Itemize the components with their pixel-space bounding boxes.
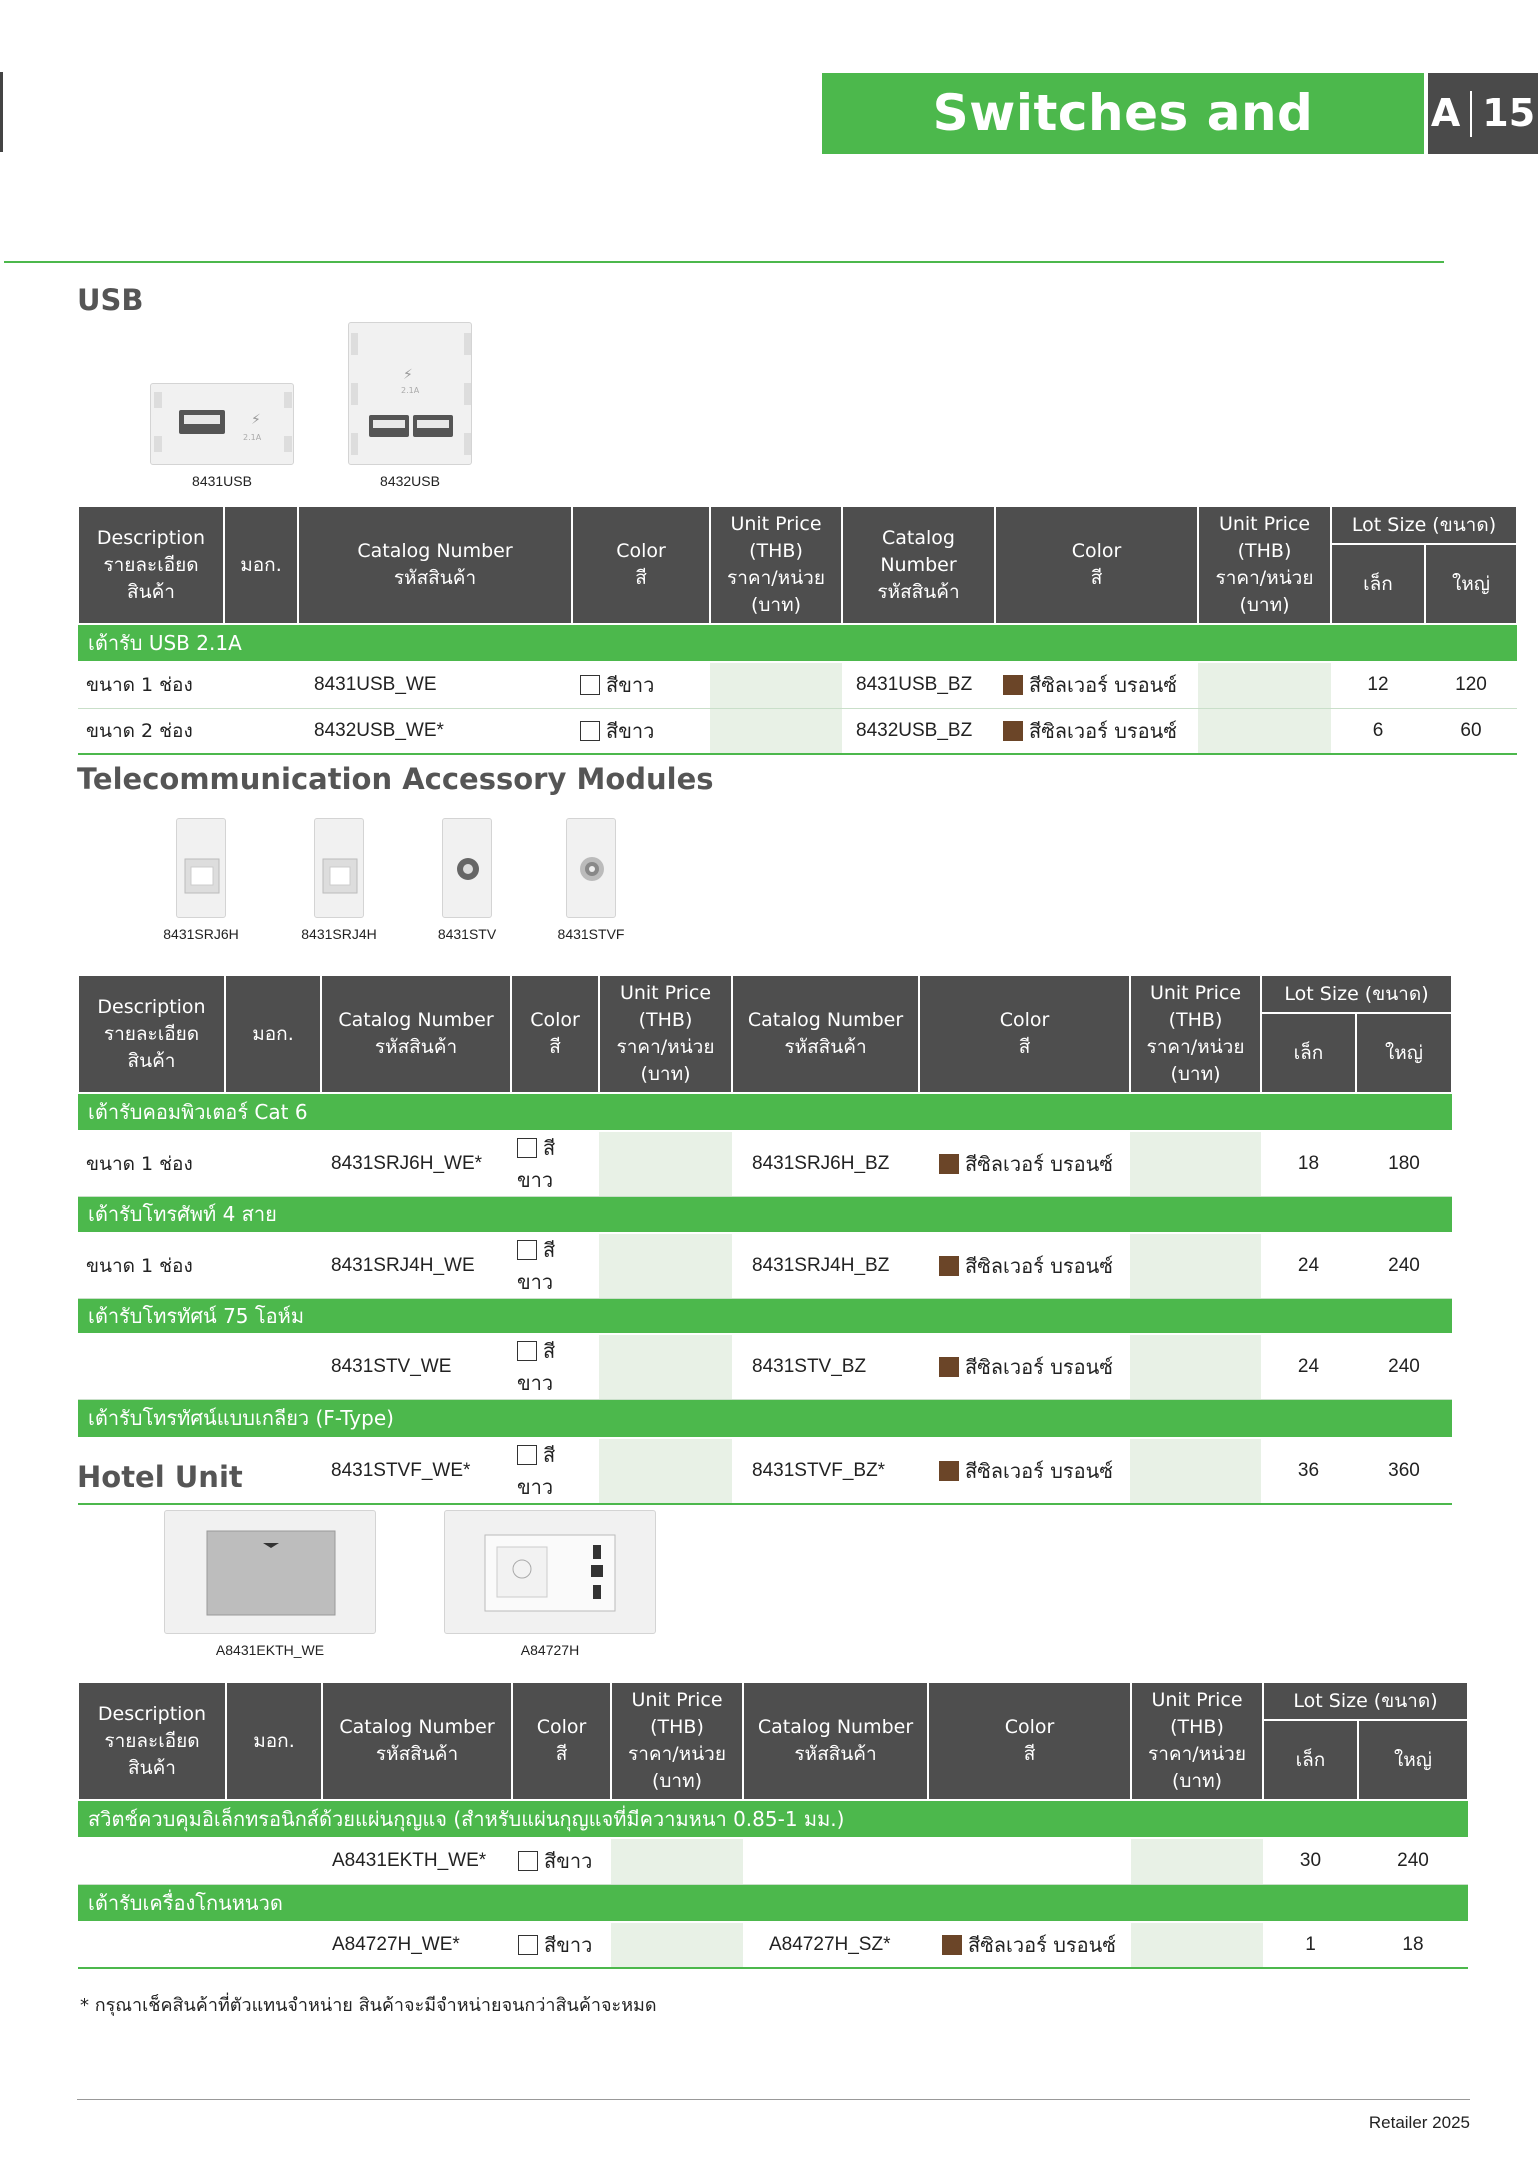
table-row <box>78 1438 1452 1504</box>
cell-color-white: สีขาว <box>511 1438 599 1504</box>
cell-catalog-white: 8431STV_WE <box>321 1334 511 1400</box>
cell-price-white <box>710 662 842 708</box>
section-title-usb: USB <box>77 283 144 317</box>
cell-lot-small: 30 <box>1263 1838 1358 1884</box>
telecom-spec-table <box>77 974 1453 1505</box>
white-swatch-icon <box>580 675 600 695</box>
key-card-switch-icon <box>165 1511 377 1635</box>
product-image-a84727h <box>444 1510 656 1634</box>
header-description: Description รายละเอียด สินค้า <box>78 506 224 624</box>
header-unit-price-2: Unit Price (THB) ราคา/หน่วย (บาท) <box>1198 506 1331 624</box>
cell-mok <box>226 1922 322 1968</box>
header-catalog-number-2: Catalog Number รหัสสินค้า <box>842 506 995 624</box>
cell-price-bronze <box>1131 1838 1263 1884</box>
header-color: Color สี <box>511 975 599 1093</box>
page-number-separator <box>1470 91 1472 137</box>
product-caption-8431stv: 8431STV <box>437 926 497 942</box>
white-swatch-icon <box>518 1851 538 1871</box>
cell-catalog-bronze: 8431SRJ4H_BZ <box>732 1233 919 1299</box>
svg-text:⚡: ⚡ <box>251 412 261 428</box>
cell-description: ขนาด 2 ช่อง <box>78 708 224 754</box>
cell-color-bronze: สีซิลเวอร์ บรอนซ์ <box>919 1233 1130 1299</box>
page-number-box <box>1428 73 1538 154</box>
cell-lot-large: 120 <box>1425 662 1517 708</box>
cell-catalog-white: 8431SRJ4H_WE <box>321 1233 511 1299</box>
cell-price-white <box>599 1131 732 1197</box>
cell-catalog-bronze: 8432USB_BZ <box>842 708 995 754</box>
table-header-row <box>78 975 1452 1013</box>
bronze-swatch-icon <box>939 1256 959 1276</box>
cell-price-bronze <box>1131 1922 1263 1968</box>
product-a84727h <box>443 1510 657 1658</box>
cell-catalog-bronze: 8431STVF_BZ* <box>732 1438 919 1504</box>
cell-lot-small: 18 <box>1261 1131 1356 1197</box>
product-8431stvf <box>546 818 636 942</box>
shaver-socket-icon <box>445 1511 657 1635</box>
cell-lot-small: 36 <box>1261 1438 1356 1504</box>
cell-price-bronze <box>1130 1438 1261 1504</box>
product-caption-8431srj4h: 8431SRJ4H <box>301 926 377 942</box>
cell-catalog-bronze: 8431STV_BZ <box>732 1334 919 1400</box>
footer-text: Retailer 2025 <box>1368 2113 1470 2132</box>
header-color: Color สี <box>512 1682 611 1800</box>
group-row: เต้ารับคอมพิวเตอร์ Cat 6 <box>78 1093 1452 1131</box>
product-caption-8431srj6h: 8431SRJ6H <box>163 926 239 942</box>
table-row <box>78 1838 1468 1884</box>
cell-price-white <box>710 708 842 754</box>
header-color-2: Color สี <box>995 506 1198 624</box>
product-8431usb <box>148 383 296 489</box>
cell-mok <box>225 1131 321 1197</box>
table-header-row <box>78 506 1517 544</box>
header-catalog-number: Catalog Number รหัสสินค้า <box>322 1682 512 1800</box>
bronze-swatch-icon <box>939 1461 959 1481</box>
cell-lot-large: 18 <box>1358 1922 1468 1968</box>
header-unit-price-2: Unit Price (THB) ราคา/หน่วย (บาท) <box>1131 1682 1263 1800</box>
cell-lot-large: 180 <box>1356 1131 1452 1197</box>
header-lot-size: Lot Size (ขนาด) <box>1261 975 1452 1013</box>
svg-text:⚡: ⚡ <box>403 367 413 383</box>
cell-lot-large: 240 <box>1356 1233 1452 1299</box>
cell-description <box>78 1334 225 1400</box>
cell-mok <box>225 1334 321 1400</box>
header-lot-size: Lot Size (ขนาด) <box>1331 506 1517 544</box>
header-color-2: Color สี <box>928 1682 1131 1800</box>
page-number: 15 <box>1482 91 1536 135</box>
header-mok: มอก. <box>226 1682 322 1800</box>
group-row: เต้ารับเครื่องโกนหนวด <box>78 1884 1468 1922</box>
product-a8431ekth <box>163 1510 377 1658</box>
white-swatch-icon <box>517 1341 537 1361</box>
table-row <box>78 1334 1452 1400</box>
footer-divider <box>77 2099 1470 2100</box>
cell-catalog-white: A8431EKTH_WE* <box>322 1838 512 1884</box>
tv-coax-socket-icon <box>443 819 493 919</box>
group-row: สวิตช์ควบคุมอิเล็กทรอนิกส์ด้วยแผ่นกุญแจ (สำหรับแผ่นกุญแจที่มีความหนา 0.85-1 มม.) <box>78 1800 1468 1838</box>
cell-price-bronze <box>1198 708 1331 754</box>
usb-rating-text-2: 2.1A <box>401 386 420 395</box>
cell-price-bronze <box>1198 662 1331 708</box>
cell-price-white <box>599 1438 732 1504</box>
product-caption-8431usb: 8431USB <box>192 473 252 489</box>
header-unit-price: Unit Price (THB) ราคา/หน่วย (บาท) <box>710 506 842 624</box>
cell-color-white: สีขาว <box>512 1922 611 1968</box>
page-edge-mark <box>0 72 3 152</box>
header-unit-price-2: Unit Price (THB) ราคา/หน่วย (บาท) <box>1130 975 1261 1093</box>
cell-color-bronze: สีซิลเวอร์ บรอนซ์ <box>928 1922 1131 1968</box>
cell-lot-large: 240 <box>1356 1334 1452 1400</box>
bronze-swatch-icon <box>1003 675 1023 695</box>
header-catalog-number-2: Catalog Number รหัสสินค้า <box>732 975 919 1093</box>
product-image-8431stv <box>442 818 492 918</box>
cell-description: ขนาด 1 ช่อง <box>78 1233 225 1299</box>
cell-color-bronze: สีซิลเวอร์ บรอนซ์ <box>919 1334 1130 1400</box>
cell-price-white <box>599 1334 732 1400</box>
section-letter: A <box>1430 91 1461 135</box>
header-lot-large: ใหญ่ <box>1358 1720 1468 1800</box>
product-8431srj6h <box>156 818 246 942</box>
header-divider <box>4 261 1444 263</box>
cell-catalog-white: 8431USB_WE <box>298 662 572 708</box>
bronze-swatch-icon <box>939 1357 959 1377</box>
cell-lot-large: 360 <box>1356 1438 1452 1504</box>
product-8432usb <box>346 322 474 489</box>
footnote: * กรุณาเช็คสินค้าที่ตัวแทนจำหน่าย สินค้าจะมีจำหน่ายจนกว่าสินค้าจะหมด <box>80 1995 657 2016</box>
cell-price-white <box>611 1922 743 1968</box>
header-lot-large: ใหญ่ <box>1425 544 1517 624</box>
cell-catalog-white: 8432USB_WE* <box>298 708 572 754</box>
cell-catalog-white: A84727H_WE* <box>322 1922 512 1968</box>
cell-price-white <box>611 1838 743 1884</box>
product-image-8431srj6h <box>176 818 226 918</box>
cell-price-bronze <box>1130 1233 1261 1299</box>
header-unit-price: Unit Price (THB) ราคา/หน่วย (บาท) <box>599 975 732 1093</box>
group-row: เต้ารับโทรทัศน์ 75 โอห์ม <box>78 1298 1452 1334</box>
cell-lot-small: 1 <box>1263 1922 1358 1968</box>
product-image-8431stvf <box>566 818 616 918</box>
header-description: Description รายละเอียด สินค้า <box>78 975 225 1093</box>
group-row: เต้ารับ USB 2.1A <box>78 624 1517 662</box>
cell-catalog-bronze: A84727H_SZ* <box>743 1922 928 1968</box>
product-8431stv <box>424 818 510 942</box>
cell-lot-small: 24 <box>1261 1233 1356 1299</box>
cell-catalog-bronze: 8431USB_BZ <box>842 662 995 708</box>
rj45-jack-icon <box>177 819 227 919</box>
cell-color-white: สีขาว <box>572 662 710 708</box>
header-catalog-number: Catalog Number รหัสสินค้า <box>298 506 572 624</box>
header-catalog-number: Catalog Number รหัสสินค้า <box>321 975 511 1093</box>
header-lot-size: Lot Size (ขนาด) <box>1263 1682 1468 1720</box>
cell-lot-small: 24 <box>1261 1334 1356 1400</box>
table-row <box>78 708 1517 754</box>
bronze-swatch-icon <box>942 1935 962 1955</box>
white-swatch-icon <box>517 1445 537 1465</box>
cell-price-bronze <box>1130 1131 1261 1197</box>
group-row: เต้ารับโทรทัศน์แบบเกลียว (F-Type) <box>78 1400 1452 1438</box>
cell-color-bronze: สีซิลเวอร์ บรอนซ์ <box>919 1131 1130 1197</box>
table-row <box>78 662 1517 708</box>
table-row <box>78 1233 1452 1299</box>
cell-price-white <box>599 1233 732 1299</box>
cell-description <box>78 1838 226 1884</box>
f-type-socket-icon <box>567 819 617 919</box>
cell-color-white: สีขาว <box>511 1131 599 1197</box>
cell-price-bronze <box>1130 1334 1261 1400</box>
cell-color-white: สีขาว <box>511 1334 599 1400</box>
table-row <box>78 1922 1468 1968</box>
product-image-8431srj4h <box>314 818 364 918</box>
header-lot-small: เล็ก <box>1331 544 1425 624</box>
header-unit-price: Unit Price (THB) ราคา/หน่วย (บาท) <box>611 1682 743 1800</box>
product-image-a8431ekth <box>164 1510 376 1634</box>
header-color-2: Color สี <box>919 975 1130 1093</box>
header-mok: มอก. <box>225 975 321 1093</box>
cell-color-bronze <box>928 1838 1131 1884</box>
cell-catalog-bronze: 8431SRJ6H_BZ <box>732 1131 919 1197</box>
cell-lot-large: 240 <box>1358 1838 1468 1884</box>
product-caption-a84727h: A84727H <box>520 1642 580 1658</box>
usb-double-module-icon <box>349 323 473 466</box>
page-title: Switches and Sockets <box>822 73 1424 154</box>
header-catalog-number-2: Catalog Number รหัสสินค้า <box>743 1682 928 1800</box>
white-swatch-icon <box>517 1138 537 1158</box>
cell-color-bronze: สีซิลเวอร์ บรอนซ์ <box>919 1438 1130 1504</box>
table-row <box>78 1131 1452 1197</box>
white-swatch-icon <box>517 1240 537 1260</box>
cell-mok <box>224 708 298 754</box>
table-header-row <box>78 1682 1468 1720</box>
cell-color-white: สีขาว <box>511 1233 599 1299</box>
section-title-telecom: Telecommunication Accessory Modules <box>77 762 714 796</box>
product-caption-a8431ekth: A8431EKTH_WE <box>215 1642 325 1658</box>
cell-mok <box>226 1838 322 1884</box>
usb-rating-text-1: 2.1A <box>243 433 262 442</box>
hotel-spec-table <box>77 1681 1469 1969</box>
cell-lot-small: 6 <box>1331 708 1425 754</box>
cell-color-bronze: สีซิลเวอร์ บรอนซ์ <box>995 662 1198 708</box>
cell-catalog-white: 8431STVF_WE* <box>321 1438 511 1504</box>
rj11-jack-icon <box>315 819 365 919</box>
bronze-swatch-icon <box>939 1154 959 1174</box>
cell-description: ขนาด 1 ช่อง <box>78 1131 225 1197</box>
product-image-8432usb <box>348 322 472 465</box>
cell-color-white: สีขาว <box>512 1838 611 1884</box>
cell-catalog-bronze <box>743 1838 928 1884</box>
section-title-hotel: Hotel Unit <box>77 1460 243 1494</box>
cell-color-bronze: สีซิลเวอร์ บรอนซ์ <box>995 708 1198 754</box>
header-lot-large: ใหญ่ <box>1356 1013 1452 1093</box>
cell-lot-small: 12 <box>1331 662 1425 708</box>
cell-description <box>78 1922 226 1968</box>
header-color: Color สี <box>572 506 710 624</box>
cell-mok <box>225 1233 321 1299</box>
white-swatch-icon <box>518 1935 538 1955</box>
product-8431srj4h <box>294 818 384 942</box>
cell-description: ขนาด 1 ช่อง <box>78 662 224 708</box>
cell-lot-large: 60 <box>1425 708 1517 754</box>
white-swatch-icon <box>580 721 600 741</box>
header-mok: มอก. <box>224 506 298 624</box>
header-description: Description รายละเอียด สินค้า <box>78 1682 226 1800</box>
cell-mok <box>224 662 298 708</box>
header-lot-small: เล็ก <box>1263 1720 1358 1800</box>
cell-catalog-white: 8431SRJ6H_WE* <box>321 1131 511 1197</box>
product-image-8431usb <box>150 383 294 465</box>
product-caption-8431stvf: 8431STVF <box>557 926 625 942</box>
bronze-swatch-icon <box>1003 721 1023 741</box>
usb-spec-table <box>77 505 1518 755</box>
usb-single-module-icon <box>151 384 295 466</box>
cell-color-white: สีขาว <box>572 708 710 754</box>
header-lot-small: เล็ก <box>1261 1013 1356 1093</box>
product-caption-8432usb: 8432USB <box>380 473 440 489</box>
group-row: เต้ารับโทรศัพท์ 4 สาย <box>78 1197 1452 1233</box>
